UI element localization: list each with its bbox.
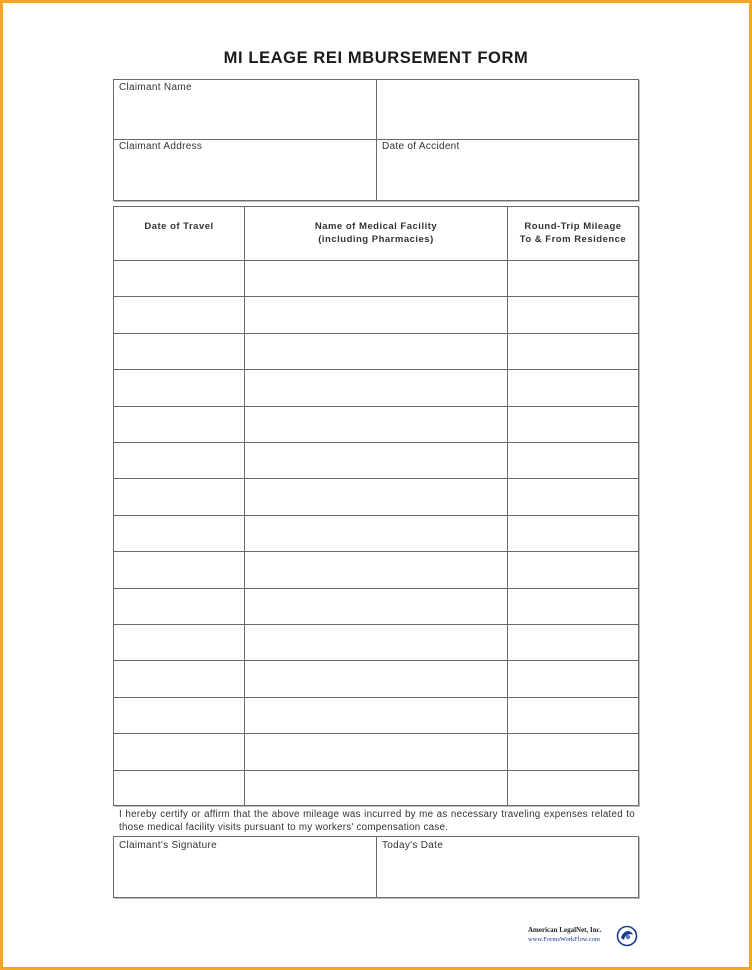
date-of-travel-cell[interactable] (114, 589, 244, 623)
date-of-travel-cell[interactable] (114, 625, 244, 659)
col-header-facility-line2: (including Pharmacies) (318, 234, 434, 245)
col-header-date-line1: Date of Travel (144, 221, 214, 232)
col-header-mileage-line1: Round-Trip Mileage (524, 221, 622, 232)
form-title: MI LEAGE REI MBURSEMENT FORM (223, 49, 529, 67)
mileage-cell[interactable] (508, 625, 638, 659)
mileage-cell[interactable] (508, 552, 638, 586)
date-of-travel-cell[interactable] (114, 734, 244, 768)
mileage-cell[interactable] (508, 661, 638, 695)
date-of-travel-cell[interactable] (114, 261, 244, 295)
claimant-box-divider-v (376, 79, 377, 201)
claimant-name-label: Claimant Name (119, 82, 192, 93)
date-of-travel-cell[interactable] (114, 661, 244, 695)
mileage-cell[interactable] (508, 334, 638, 368)
mileage-cell[interactable] (508, 734, 638, 768)
date-of-travel-cell[interactable] (114, 516, 244, 550)
date-of-travel-cell[interactable] (114, 370, 244, 404)
medical-facility-cell[interactable] (245, 297, 507, 331)
medical-facility-cell[interactable] (245, 552, 507, 586)
todays-date-label: Today's Date (382, 840, 444, 851)
mileage-cell[interactable] (508, 261, 638, 295)
signature-box-divider (376, 836, 377, 898)
claimant-name-field[interactable] (114, 95, 375, 138)
col-header-round-trip-mileage (508, 220, 638, 246)
medical-facility-cell[interactable] (245, 589, 507, 623)
mileage-cell[interactable] (508, 771, 638, 805)
mileage-cell[interactable] (508, 370, 638, 404)
medical-facility-cell[interactable] (245, 261, 507, 295)
date-of-travel-cell[interactable] (114, 297, 244, 331)
medical-facility-cell[interactable] (245, 407, 507, 441)
date-of-travel-cell[interactable] (114, 407, 244, 441)
date-of-accident-field[interactable] (378, 154, 637, 199)
date-of-travel-cell[interactable] (114, 771, 244, 805)
col-header-date-of-travel (114, 220, 244, 233)
col-header-mileage-line2: To & From Residence (519, 234, 627, 245)
claimant-address-label: Claimant Address (119, 141, 203, 152)
date-of-travel-cell[interactable] (114, 334, 244, 368)
mileage-cell[interactable] (508, 698, 638, 732)
date-of-travel-cell[interactable] (114, 698, 244, 732)
medical-facility-cell[interactable] (245, 661, 507, 695)
medical-facility-cell[interactable] (245, 734, 507, 768)
date-of-travel-cell[interactable] (114, 479, 244, 513)
footer-logo (524, 924, 638, 950)
mileage-cell[interactable] (508, 516, 638, 550)
col-header-facility-line1: Name of Medical Facility (314, 221, 438, 232)
medical-facility-cell[interactable] (245, 625, 507, 659)
medical-facility-cell[interactable] (245, 370, 507, 404)
logo-company-name: American LegalNet, Inc. (528, 926, 602, 934)
medical-facility-cell[interactable] (245, 516, 507, 550)
date-of-travel-cell[interactable] (114, 443, 244, 477)
claimant-name-extra-field[interactable] (378, 81, 637, 138)
date-of-accident-label: Date of Accident (382, 141, 460, 152)
globe-swirl-icon (616, 924, 638, 948)
mileage-cell[interactable] (508, 407, 638, 441)
date-of-travel-cell[interactable] (114, 552, 244, 586)
claimant-address-field[interactable] (114, 154, 375, 199)
medical-facility-cell[interactable] (245, 771, 507, 805)
medical-facility-cell[interactable] (245, 479, 507, 513)
certification-text: I hereby certify or affirm that the above mileage was incurred by me as necessary traveling expenses related to those medical facility visits pursuant to my workers' compensation case. (119, 809, 635, 833)
medical-facility-cell[interactable] (245, 698, 507, 732)
medical-facility-cell[interactable] (245, 443, 507, 477)
medical-facility-cell[interactable] (245, 334, 507, 368)
claimant-signature-label: Claimant's Signature (119, 840, 217, 851)
mileage-cell[interactable] (508, 589, 638, 623)
col-header-medical-facility (245, 220, 507, 246)
mileage-cell[interactable] (508, 297, 638, 331)
logo-url[interactable]: www.FormsWorkFlow.com (528, 936, 600, 943)
claimant-signature-field[interactable] (114, 853, 375, 896)
mileage-cell[interactable] (508, 479, 638, 513)
todays-date-field[interactable] (378, 853, 637, 896)
mileage-cell[interactable] (508, 443, 638, 477)
